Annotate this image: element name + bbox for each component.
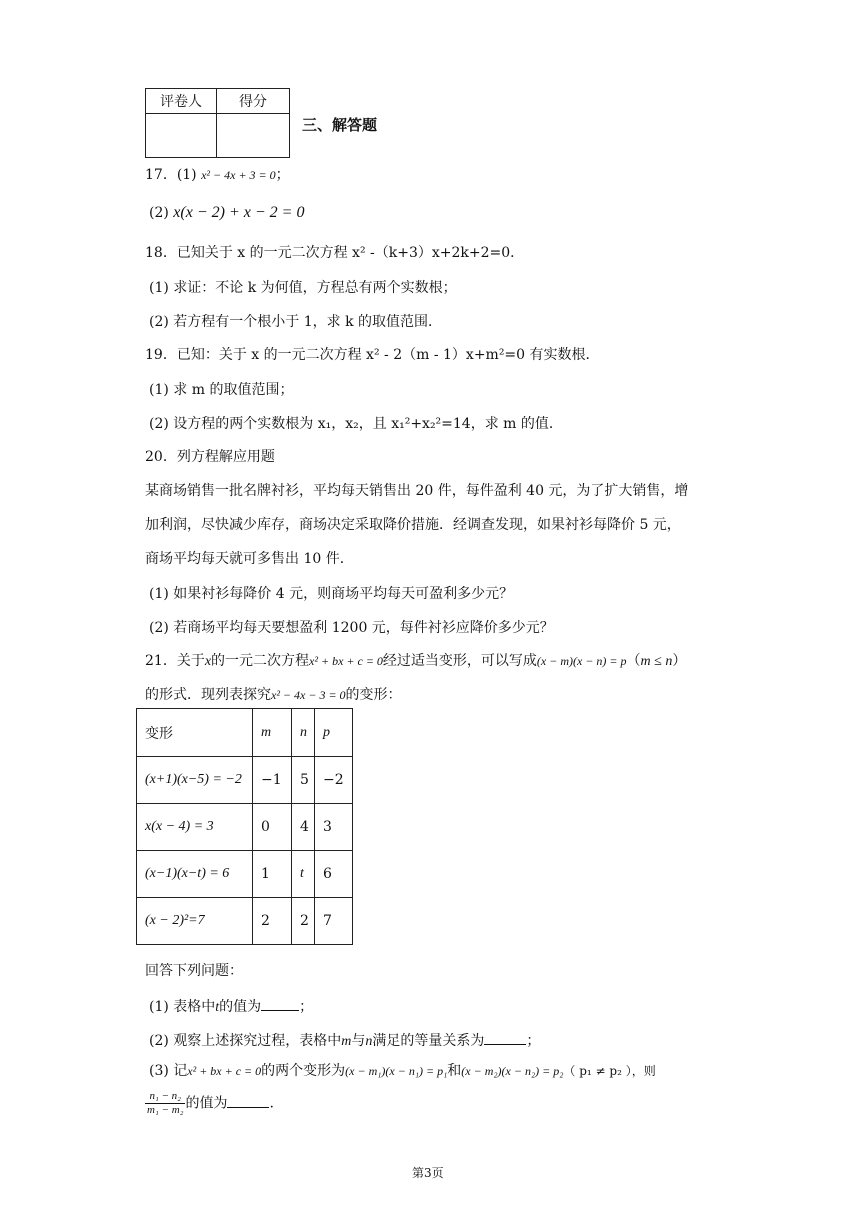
q18-part1: (1) 求证：不论 k 为何值，方程总有两个实数根； <box>149 280 457 296</box>
table-row <box>137 851 353 898</box>
q21-a3-end: . <box>269 1095 274 1112</box>
q21-a2-end: ； <box>526 1033 541 1049</box>
table-cell-transform: x(x − 4) = 3 <box>137 804 253 851</box>
q21-a3-tail: 的值为 <box>185 1095 228 1112</box>
q21-var-x: x <box>204 654 212 669</box>
q21-a3-text: (3) 记 <box>149 1063 188 1079</box>
q21-a1-var-t: t <box>215 1000 220 1015</box>
q21-a2-var-m: m <box>341 1034 352 1049</box>
q21-table <box>136 708 353 945</box>
table-cell-p: 7 <box>315 898 353 945</box>
q21-a3-and: 和 <box>447 1063 462 1079</box>
q21-a2-text2: 满足的等量关系为 <box>372 1033 485 1049</box>
q20-para-line2: 加利润，尽快减少库存，商场决定采取降价措施．经调查发现，如果衬衫每降价 5 元， <box>145 517 681 533</box>
score-header-score: 得分 <box>217 89 290 114</box>
q21-eq-general: x² + bx + c = 0 <box>309 654 383 668</box>
q21-eq-form: (x − m)(x − n) = p <box>536 654 627 668</box>
q20-para-line1: 某商场销售一批名牌衬衫，平均每天销售出 20 件，每件盈利 40 元，为了扩大销售，增 <box>145 483 689 499</box>
q21-a3-eq: x² + bx + c = 0 <box>187 1064 262 1078</box>
table-cell-n: 5 <box>292 757 315 804</box>
q21-a1-text2: 的值为 <box>219 999 262 1015</box>
table-cell-transform: (x − 2)²=7 <box>137 898 253 945</box>
table-cell-m: 0 <box>253 804 292 851</box>
table-cell-p: −2 <box>315 757 353 804</box>
q21-answer-intro: 回答下列问题： <box>145 963 243 979</box>
table-row <box>137 898 353 945</box>
q20-para-line3: 商场平均每天就可多售出 10 件． <box>145 551 354 567</box>
answer-blank-2[interactable] <box>484 1030 526 1045</box>
q21-a1-end: ； <box>299 999 314 1015</box>
table-cell-m: 2 <box>253 898 292 945</box>
q21-label: 21．关于 <box>145 653 205 669</box>
q21-stem-text4: 的变形： <box>345 687 402 703</box>
q20-part2: (2) 若商场平均每天要想盈利 1200 元，每件衬衫应降价多少元？ <box>149 620 554 636</box>
score-box <box>145 88 290 158</box>
q17-eq1: x² − 4x + 3 = 0 <box>201 168 276 182</box>
table-row <box>137 757 353 804</box>
table-cell-m: 1 <box>253 851 292 898</box>
q21-condition: m ≤ n <box>640 654 673 669</box>
q17-part2-label: (2) <box>149 205 169 221</box>
table-header-row <box>137 709 353 757</box>
section-title: 三、解答题 <box>302 116 378 134</box>
page-number: 第3页 <box>412 1166 444 1180</box>
q21-a2-var-n: n <box>365 1034 373 1049</box>
q21-answer2 <box>149 1030 540 1051</box>
q21-a3-fraction <box>145 1090 185 1117</box>
q19-stem: 19．已知：关于 x 的一元二次方程 x² - 2（m - 1）x+m²=0 有实数根． <box>145 347 600 363</box>
q19-part1: (1) 求 m 的取值范围； <box>149 382 294 398</box>
table-header-m: m <box>253 709 292 757</box>
table-cell-n: 4 <box>292 804 315 851</box>
q21-stem-text3: 的形式．现列表探究 <box>145 687 271 703</box>
q17-line1 <box>145 166 290 184</box>
table-header-transform: 变形 <box>137 709 253 757</box>
q17-label: 17．(1) <box>145 167 197 183</box>
q21-a2-mid: 与 <box>351 1033 366 1049</box>
score-header-reviewer: 评卷人 <box>146 89 217 114</box>
q21-paren-close: ） <box>672 653 687 669</box>
table-cell-p: 6 <box>315 851 353 898</box>
fraction-denominator: m₁ − m₂ <box>147 1104 184 1116</box>
q21-answer1 <box>149 996 313 1017</box>
q21-eq-example: x² − 4x − 3 = 0 <box>271 688 346 702</box>
q21-answer3-line1 <box>149 1062 656 1080</box>
table-header-p: p <box>315 709 353 757</box>
q21-stem-line1 <box>145 652 686 671</box>
q21-answer3-line2 <box>145 1090 274 1117</box>
table-cell-n: 2 <box>292 898 315 945</box>
q21-stem-text1: 的一元二次方程 <box>211 653 310 669</box>
q21-a3-eq2: (x − m₂)(x − n₂) = p₂ <box>461 1064 564 1078</box>
q21-a1-text: (1) 表格中 <box>149 999 216 1015</box>
score-cell-score <box>217 114 290 158</box>
q21-a3-mid: 的两个变形为 <box>261 1063 346 1079</box>
q21-a3-eq1: (x − m₁)(x − n₁) = p₁ <box>345 1064 448 1078</box>
q21-a2-text: (2) 观察上述探究过程，表格中 <box>149 1033 342 1049</box>
table-cell-m: −1 <box>253 757 292 804</box>
table-cell-p: 3 <box>315 804 353 851</box>
fraction-numerator: n₁ − n₂ <box>145 1090 185 1104</box>
answer-blank-3[interactable] <box>227 1093 269 1108</box>
q18-part2: (2) 若方程有一个根小于 1，求 k 的取值范围． <box>149 314 443 330</box>
q20-title: 20．列方程解应用题 <box>145 449 275 465</box>
q21-stem-text2: 经过适当变形，可以写成 <box>382 653 537 669</box>
table-cell-n: t <box>292 851 315 898</box>
table-header-n: n <box>292 709 315 757</box>
table-cell-transform: (x−1)(x−t) = 6 <box>137 851 253 898</box>
q17-line2 <box>149 204 304 222</box>
q18-stem: 18．已知关于 x 的一元二次方程 x² -（k+3）x+2k+2=0． <box>145 245 525 261</box>
q19-part2: (2) 设方程的两个实数根为 x₁，x₂，且 x₁²+x₂²=14，求 m 的值． <box>149 416 563 432</box>
answer-blank-1[interactable] <box>261 996 299 1011</box>
table-cell-transform: (x+1)(x−5) = −2 <box>137 757 253 804</box>
score-cell-reviewer <box>146 114 217 158</box>
q17-eq2: x(x − 2) + x − 2 = 0 <box>173 204 305 221</box>
q21-a3-cond: （ p₁ ≠ p₂ ），则 <box>563 1064 656 1078</box>
q21-paren-open: （ <box>626 653 641 669</box>
table-row <box>137 804 353 851</box>
q17-sep: ； <box>275 167 290 183</box>
q21-stem-line2 <box>145 686 402 704</box>
q20-part1: (1) 如果衬衫每降价 4 元，则商场平均每天可盈利多少元？ <box>149 586 514 602</box>
